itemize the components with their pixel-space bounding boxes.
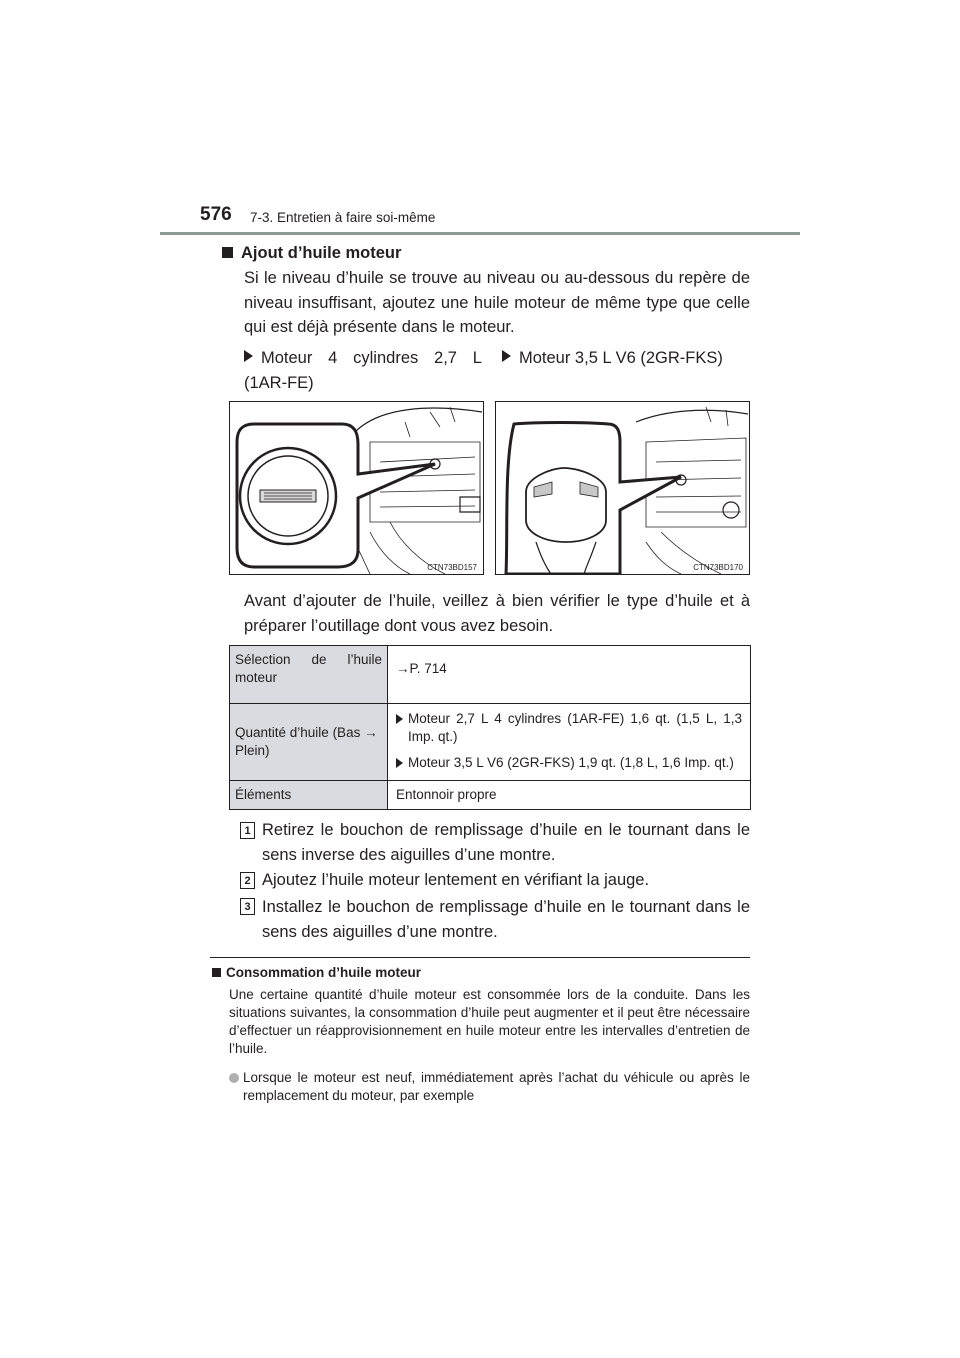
table-row [230,781,751,810]
triangle-bullet-icon [502,350,511,362]
engine-label-line2: (1AR-FE) [244,373,314,392]
figure-oil-cap-2gr-fks [495,401,750,575]
consumption-bullet-text: Lorsque le moteur est neuf, immédiatement après l’achat du véhicule ou après le remplacement du moteur, par exemple [243,1070,750,1103]
figure-oil-cap-1ar-fe [229,401,484,575]
triangle-bullet-icon [396,714,403,724]
page-number: 576 [200,204,232,225]
adding-oil-title: Ajout d’huile moteur [241,244,402,262]
step-text: Retirez le bouchon de remplissage d’huile en le tournant dans le sens inverse des aiguilles d’une montre. [262,821,750,864]
quantity-item: Moteur 2,7 L 4 cylindres (1AR-FE) 1,6 qt. (1,5 L, 1,3 Imp. qt.) [396,710,742,746]
square-bullet-icon [212,968,221,977]
before-adding-paragraph: Avant d’ajouter de l’huile, veillez à bien vérifier le type d’huile et à préparer l’outillage dont vous avez besoin. [244,592,750,635]
oil-specs-table [229,645,751,810]
section-title: 7-3. Entretien à faire soi-même [250,210,436,225]
step-number: 2 [240,872,255,889]
table-label: Sélection de l’huile moteur [230,646,388,704]
consumption-paragraph: Une certaine quantité d’huile moteur est consommée lors de la conduite. Dans les situations suivantes, la consommation d’huile peut augmenter et il peut être nécessaire d’effectuer un réapprovisionnement en huile moteur entre les intervalles d’entretien de l’huile. [229,987,750,1056]
step-number: 1 [240,822,255,839]
circle-bullet-icon [229,1073,239,1083]
engine-illustration-2gr-fks [496,402,749,574]
step-text: Ajoutez l’huile moteur lentement en vérifiant la jauge. [262,871,650,889]
consumption-heading: Consommation d’huile moteur [212,965,421,980]
table-value: Entonnoir propre [388,781,751,810]
triangle-bullet-icon [396,758,403,768]
engine-illustration-1ar-fe [230,402,483,574]
table-row [230,646,751,704]
intro-paragraph: Si le niveau d’huile se trouve au niveau ou au-dessous du repère de niveau insuffisant, ajoutez une huile moteur de même type que celle qui est déjà présente dans le moteur. [244,269,750,336]
table-value [388,704,751,781]
square-bullet-icon [222,247,233,258]
engine-label-1ar-fe [244,346,484,395]
figure-code: CTN73BD170 [693,563,743,572]
header-divider [160,232,800,235]
engine-label-word: 2,7 [434,349,457,367]
engine-label-word: 4 [328,349,338,367]
table-row [230,704,751,781]
engine-label-word: cylindres [353,349,419,367]
quantity-item: Moteur 3,5 L V6 (2GR-FKS) 1,9 qt. (1,8 L, 1,6 Imp. qt.) [396,754,742,772]
step-text: Installez le bouchon de remplissage d’huile en le tournant dans le sens des aiguilles d’une montre. [262,898,750,941]
section-divider [210,957,750,958]
triangle-bullet-icon [244,350,253,362]
engine-label-word: L [472,349,482,367]
consumption-bullet [229,1069,750,1105]
table-label: Éléments [230,781,388,810]
adding-oil-heading [222,244,401,263]
table-value: →P. 714 [388,646,751,704]
engine-label-2gr-fks: Moteur 3,5 L V6 (2GR-FKS) [502,346,750,371]
figure-code: CTN73BD157 [427,563,477,572]
table-label: Quantité d’huile (Bas → Plein) [230,704,388,781]
step-number: 3 [240,898,255,915]
engine-label-word: Moteur [244,346,312,371]
